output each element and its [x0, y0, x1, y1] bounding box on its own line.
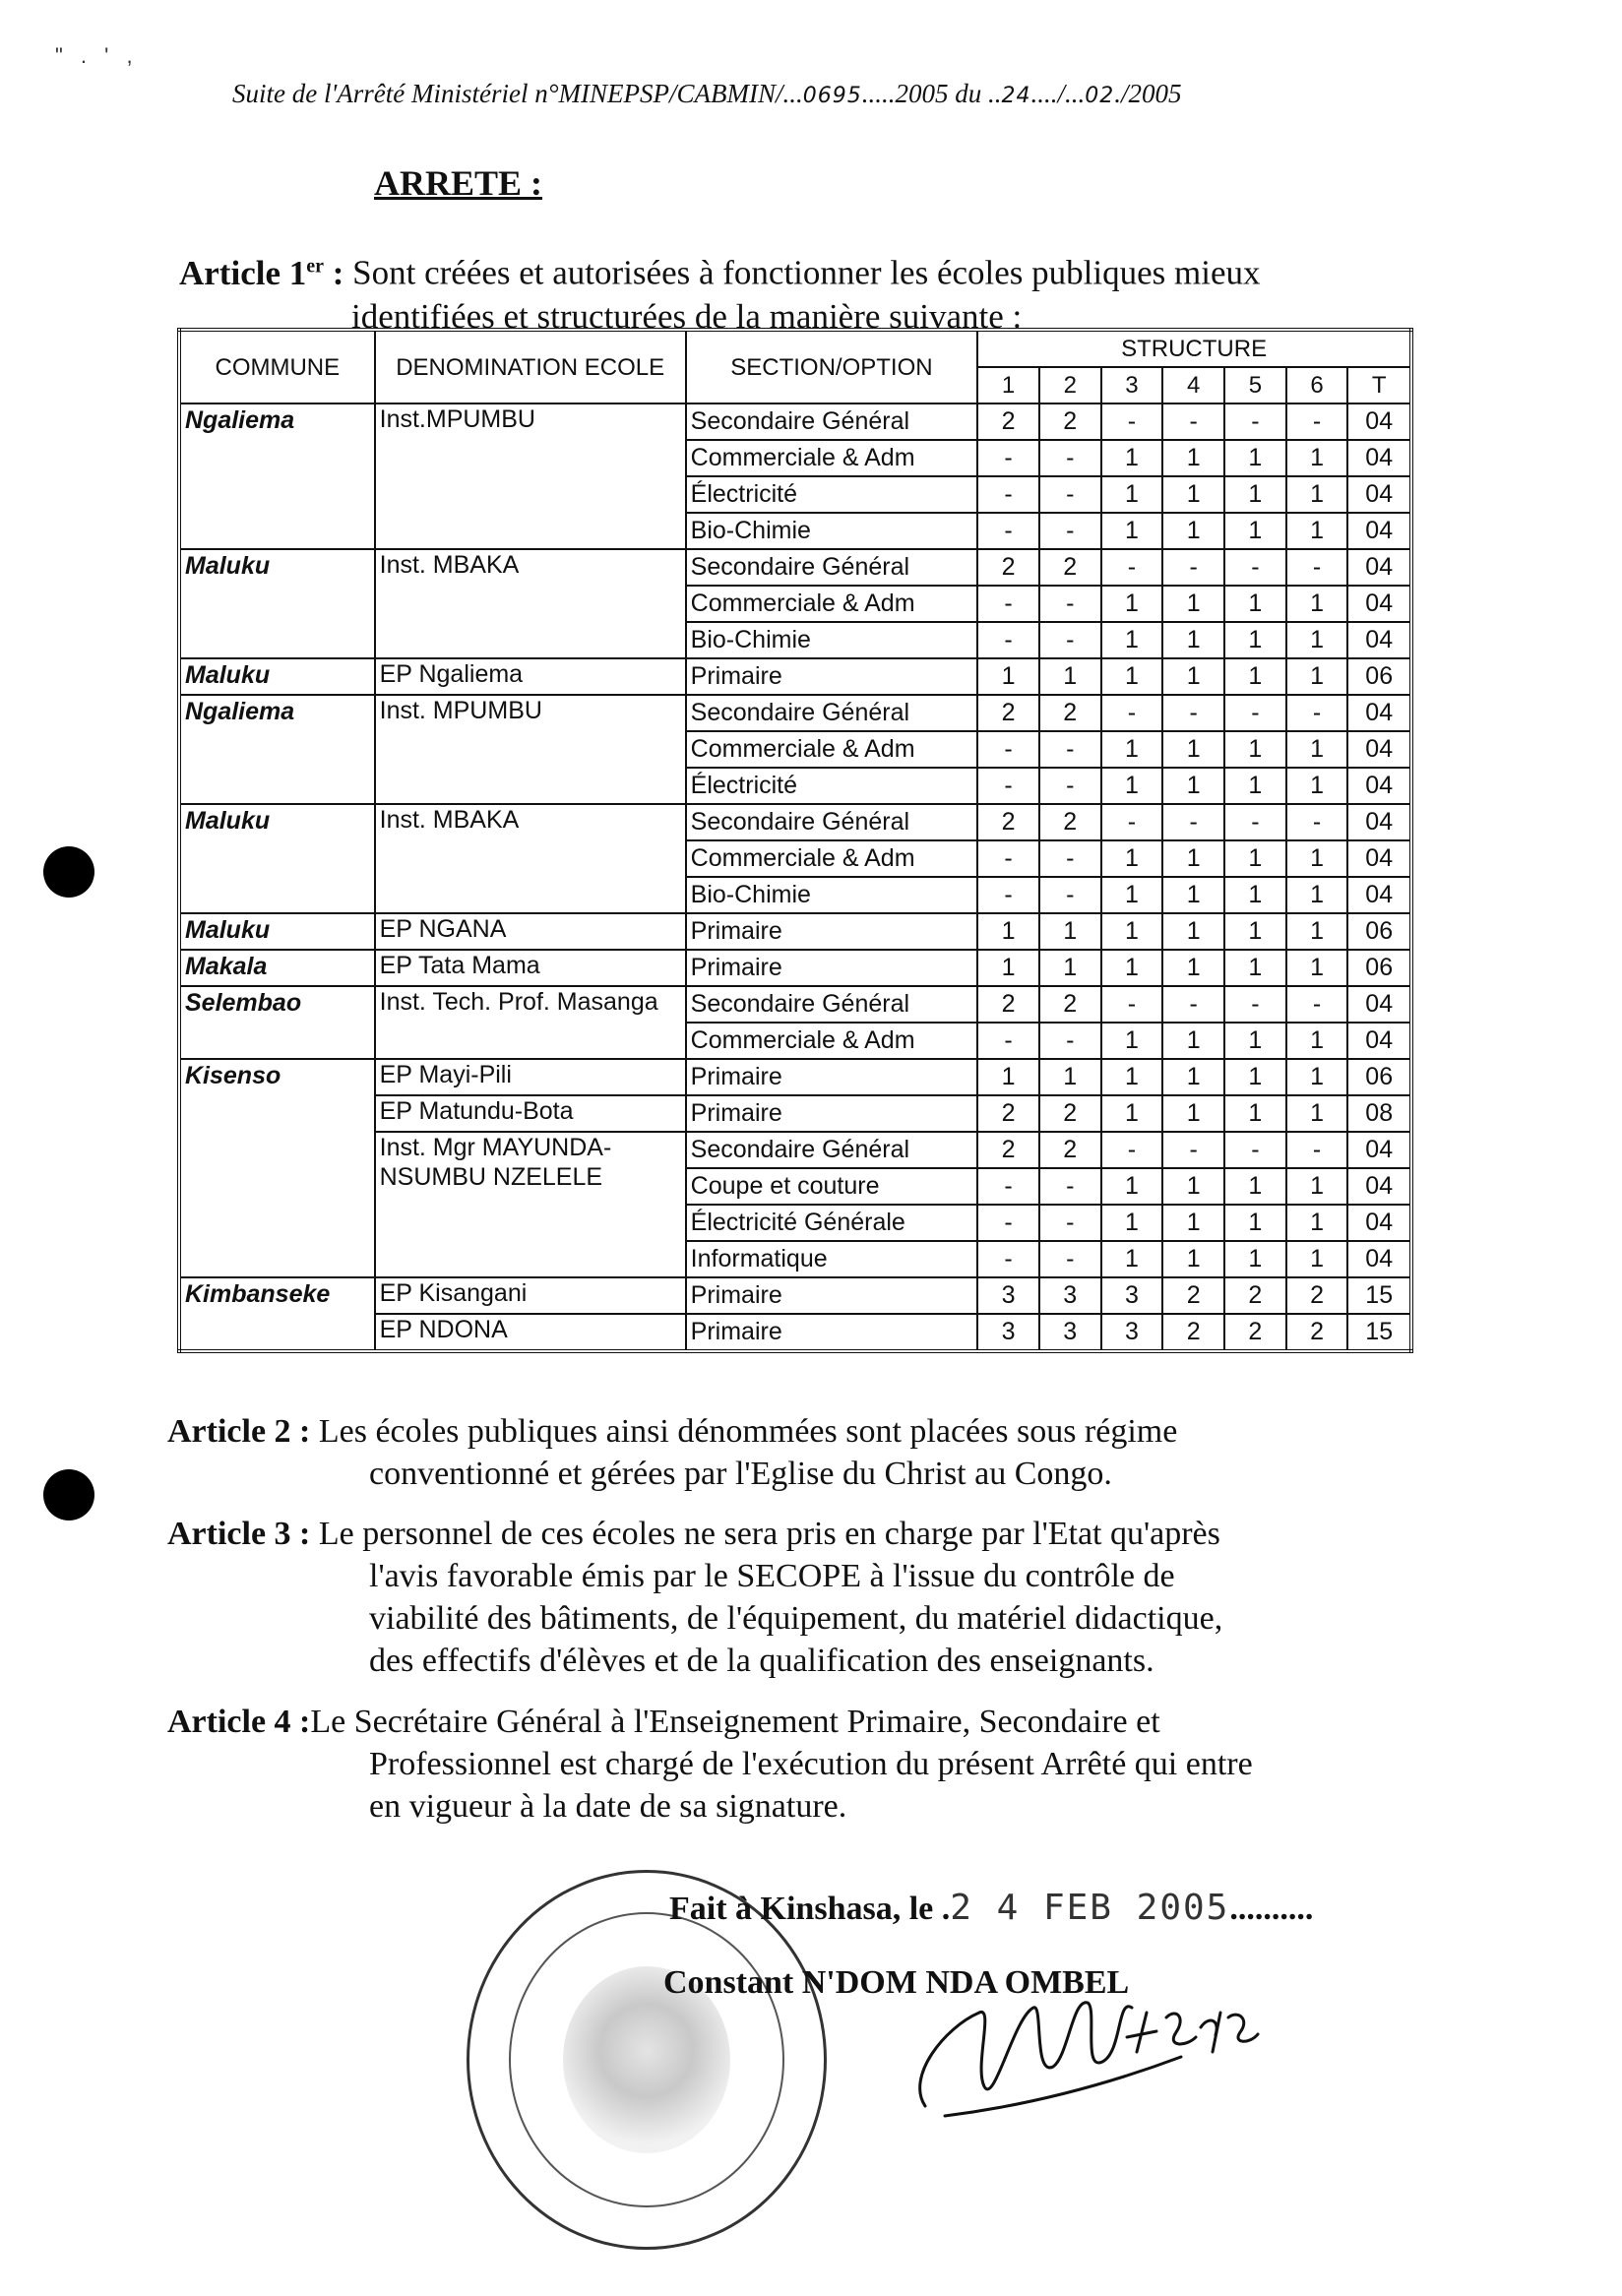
document-title: ARRETE : — [374, 163, 543, 203]
cell-structure: 1 — [1286, 1241, 1348, 1277]
header-col: 6 — [1286, 367, 1348, 403]
header-col: 4 — [1162, 367, 1224, 403]
header-commune: COMMUNE — [179, 330, 375, 403]
article-1 — [179, 244, 1459, 339]
cell-structure: - — [1224, 1132, 1286, 1168]
cell-structure: 2 — [1039, 695, 1101, 731]
cell-structure: 1 — [1162, 840, 1224, 877]
header-prefix: Suite de l'Arrêté Ministériel n°MINEPSP/CABMIN/... — [232, 79, 803, 108]
cell-structure: 1 — [1162, 913, 1224, 950]
cell-structure: 2 — [1039, 1095, 1101, 1132]
cell-structure: - — [1039, 1168, 1101, 1205]
decree-month: 02 — [1085, 84, 1115, 108]
table-row — [179, 1277, 1411, 1314]
cell-structure: 1 — [1286, 658, 1348, 695]
cell-structure: 1 — [1224, 440, 1286, 476]
article-3-label: Article 3 : — [167, 1516, 311, 1552]
cell-school: EP Kisangani — [375, 1277, 686, 1314]
cell-structure: - — [1286, 986, 1348, 1023]
cell-structure: - — [1286, 804, 1348, 840]
cell-structure: 1 — [977, 1059, 1039, 1095]
scan-marks: " . ' , — [55, 43, 139, 68]
cell-section: Primaire — [686, 658, 978, 695]
cell-structure: - — [1286, 695, 1348, 731]
handwritten-signature — [886, 1958, 1260, 2126]
cell-structure: 2 — [1286, 1314, 1348, 1351]
table-header-row — [179, 330, 1411, 367]
schools-table — [177, 328, 1413, 1353]
cell-total: 06 — [1347, 950, 1411, 986]
cell-structure: 2 — [1039, 549, 1101, 586]
cell-structure: 1 — [1224, 1205, 1286, 1241]
header-mid: .....2005 du .. — [861, 79, 1002, 108]
cell-structure: 2 — [977, 1095, 1039, 1132]
cell-commune: Maluku — [179, 658, 375, 695]
cell-structure: 1 — [1101, 1241, 1163, 1277]
cell-structure: 1 — [1162, 586, 1224, 622]
cell-commune: Ngaliema — [179, 403, 375, 549]
cell-structure: - — [1039, 586, 1101, 622]
cell-structure: - — [977, 840, 1039, 877]
cell-total: 15 — [1347, 1314, 1411, 1351]
cell-school: Inst.MPUMBU — [375, 403, 686, 549]
cell-structure: - — [1162, 804, 1224, 840]
cell-structure: - — [1039, 476, 1101, 513]
cell-structure: 3 — [1039, 1314, 1101, 1351]
cell-structure: 2 — [977, 695, 1039, 731]
table-body — [179, 403, 1411, 1351]
cell-structure: 1 — [1224, 1059, 1286, 1095]
cell-structure: 2 — [1162, 1314, 1224, 1351]
cell-structure: 1 — [1162, 1059, 1224, 1095]
cell-structure: - — [1039, 877, 1101, 913]
cell-structure: - — [1039, 1205, 1101, 1241]
cell-structure: - — [1039, 731, 1101, 768]
cell-section: Primaire — [686, 1059, 978, 1095]
cell-total: 04 — [1347, 840, 1411, 877]
cell-structure: 1 — [1286, 440, 1348, 476]
article-3-line2: l'avis favorable émis par le SECOPE à l'issue du contrôle de — [369, 1558, 1175, 1594]
header-suffix: ./2005 — [1114, 79, 1182, 108]
article-1-line2: identifiées et structurées de la manière suivante : — [351, 296, 1023, 336]
cell-total: 04 — [1347, 403, 1411, 440]
cell-structure: - — [1286, 549, 1348, 586]
cell-structure: - — [977, 513, 1039, 549]
header-ecole: DENOMINATION ECOLE — [375, 330, 686, 403]
cell-structure: - — [977, 877, 1039, 913]
cell-section: Commerciale & Adm — [686, 440, 978, 476]
cell-structure: 2 — [1224, 1277, 1286, 1314]
article-3-line4: des effectifs d'élèves et de la qualification des enseignants. — [369, 1643, 1154, 1679]
cell-school: EP Matundu-Bota — [375, 1095, 686, 1132]
cell-structure: - — [1224, 986, 1286, 1023]
cell-structure: 1 — [977, 658, 1039, 695]
cell-structure: 2 — [1286, 1277, 1348, 1314]
cell-structure: 1 — [1224, 1241, 1286, 1277]
cell-structure: 1 — [1101, 586, 1163, 622]
cell-structure: 3 — [1101, 1314, 1163, 1351]
cell-structure: - — [1039, 1023, 1101, 1059]
cell-structure: 1 — [1162, 877, 1224, 913]
header-col: 1 — [977, 367, 1039, 403]
decree-number: 0695 — [802, 84, 862, 108]
cell-structure: 1 — [1286, 476, 1348, 513]
cell-structure: - — [1286, 403, 1348, 440]
cell-section: Secondaire Général — [686, 986, 978, 1023]
cell-section: Bio-Chimie — [686, 513, 978, 549]
cell-total: 04 — [1347, 731, 1411, 768]
cell-section: Électricité Générale — [686, 1205, 978, 1241]
cell-commune: Ngaliema — [179, 695, 375, 804]
place-dots: .......... — [1229, 1891, 1314, 1927]
cell-structure: - — [977, 476, 1039, 513]
cell-school: Inst. MBAKA — [375, 804, 686, 913]
cell-section: Bio-Chimie — [686, 877, 978, 913]
cell-section: Commerciale & Adm — [686, 731, 978, 768]
cell-commune: Kisenso — [179, 1059, 375, 1277]
cell-structure: 1 — [1162, 476, 1224, 513]
cell-structure: 1 — [1162, 622, 1224, 658]
cell-structure: - — [1162, 986, 1224, 1023]
cell-structure: - — [977, 1023, 1039, 1059]
cell-structure: - — [1101, 804, 1163, 840]
cell-school: EP Mayi-Pili — [375, 1059, 686, 1095]
article-4 — [167, 1701, 1466, 1828]
cell-structure: 2 — [977, 986, 1039, 1023]
cell-structure: 2 — [1039, 1132, 1101, 1168]
cell-structure: 1 — [1224, 950, 1286, 986]
cell-section: Secondaire Général — [686, 804, 978, 840]
cell-section: Primaire — [686, 950, 978, 986]
cell-structure: 1 — [1162, 1168, 1224, 1205]
cell-structure: - — [977, 1241, 1039, 1277]
cell-structure: 1 — [1224, 622, 1286, 658]
punch-hole — [43, 1469, 94, 1520]
cell-structure: 1 — [1101, 1095, 1163, 1132]
cell-structure: - — [977, 731, 1039, 768]
cell-structure: - — [977, 586, 1039, 622]
article-4-line1: Le Secrétaire Général à l'Enseignement Primaire, Secondaire et — [310, 1704, 1160, 1740]
cell-structure: 1 — [1162, 513, 1224, 549]
cell-structure: 1 — [1101, 658, 1163, 695]
article-4-line2: Professionnel est chargé de l'exécution du présent Arrêté qui entre — [369, 1746, 1253, 1782]
cell-school: EP NDONA — [375, 1314, 686, 1351]
cell-total: 04 — [1347, 768, 1411, 804]
cell-structure: 1 — [1101, 513, 1163, 549]
punch-hole — [43, 846, 94, 898]
cell-structure: 1 — [1286, 950, 1348, 986]
cell-structure: 1 — [1162, 1095, 1224, 1132]
cell-structure: 2 — [977, 403, 1039, 440]
cell-structure: - — [1101, 1132, 1163, 1168]
cell-structure: 1 — [1286, 513, 1348, 549]
cell-structure: 1 — [1224, 1023, 1286, 1059]
cell-section: Commerciale & Adm — [686, 1023, 978, 1059]
article-1-line1: Sont créées et autorisées à fonctionner les écoles publiques mieux — [343, 253, 1261, 292]
cell-structure: 1 — [1039, 950, 1101, 986]
cell-commune: Maluku — [179, 549, 375, 658]
cell-structure: 1 — [1286, 840, 1348, 877]
cell-total: 06 — [1347, 913, 1411, 950]
cell-total: 04 — [1347, 986, 1411, 1023]
header-col-total: T — [1347, 367, 1411, 403]
cell-structure: 1 — [1162, 950, 1224, 986]
cell-total: 08 — [1347, 1095, 1411, 1132]
cell-section: Commerciale & Adm — [686, 840, 978, 877]
cell-school: Inst. MBAKA — [375, 549, 686, 658]
cell-structure: 1 — [977, 913, 1039, 950]
cell-section: Primaire — [686, 1314, 978, 1351]
cell-structure: 2 — [977, 1132, 1039, 1168]
cell-structure: 1 — [1101, 622, 1163, 658]
cell-section: Bio-Chimie — [686, 622, 978, 658]
cell-structure: 1 — [1162, 1241, 1224, 1277]
cell-commune: Maluku — [179, 913, 375, 950]
article-4-label: Article 4 : — [167, 1704, 311, 1740]
cell-structure: 1 — [1039, 913, 1101, 950]
place-date-line — [669, 1888, 1313, 1928]
cell-structure: - — [1224, 695, 1286, 731]
table-row — [179, 986, 1411, 1023]
cell-school: EP Tata Mama — [375, 950, 686, 986]
cell-commune: Maluku — [179, 804, 375, 913]
cell-structure: 1 — [1039, 658, 1101, 695]
cell-structure: 1 — [1162, 768, 1224, 804]
cell-structure: 2 — [1039, 804, 1101, 840]
header-section: SECTION/OPTION — [686, 330, 978, 403]
cell-structure: 1 — [1101, 877, 1163, 913]
cell-structure: 1 — [1286, 586, 1348, 622]
cell-structure: 3 — [977, 1314, 1039, 1351]
table-row — [179, 695, 1411, 731]
article-1-label: Article 1er : — [179, 253, 344, 292]
article-3-line3: viabilité des bâtiments, de l'équipement, du matériel didactique, — [369, 1600, 1223, 1637]
cell-total: 04 — [1347, 440, 1411, 476]
cell-section: Informatique — [686, 1241, 978, 1277]
cell-structure: 1 — [1162, 658, 1224, 695]
cell-structure: 1 — [1286, 1023, 1348, 1059]
date-stamp: 2 4 FEB 2005 — [950, 1888, 1230, 1928]
cell-structure: 3 — [1039, 1277, 1101, 1314]
cell-structure: 1 — [1101, 1205, 1163, 1241]
header-col: 3 — [1101, 367, 1163, 403]
cell-structure: 1 — [1101, 1168, 1163, 1205]
cell-structure: - — [1039, 1241, 1101, 1277]
cell-structure: 1 — [1101, 950, 1163, 986]
cell-total: 04 — [1347, 549, 1411, 586]
cell-structure: - — [1039, 440, 1101, 476]
cell-structure: 1 — [1224, 513, 1286, 549]
table-row — [179, 804, 1411, 840]
cell-structure: - — [1101, 695, 1163, 731]
cell-school: Inst. MPUMBU — [375, 695, 686, 804]
article-2-line1: Les écoles publiques ainsi dénommées sont placées sous régime — [310, 1413, 1178, 1450]
cell-total: 04 — [1347, 1132, 1411, 1168]
cell-section: Primaire — [686, 1095, 978, 1132]
cell-structure: 2 — [977, 804, 1039, 840]
cell-structure: 1 — [1162, 440, 1224, 476]
cell-section: Secondaire Général — [686, 1132, 978, 1168]
cell-section: Électricité — [686, 476, 978, 513]
cell-structure: 1 — [1224, 658, 1286, 695]
cell-structure: 1 — [1224, 1168, 1286, 1205]
cell-structure: - — [1162, 695, 1224, 731]
cell-structure: 1 — [1224, 476, 1286, 513]
cell-school: EP Ngaliema — [375, 658, 686, 695]
article-2 — [167, 1410, 1466, 1495]
cell-structure: 1 — [1224, 768, 1286, 804]
cell-structure: 2 — [1039, 986, 1101, 1023]
cell-structure: 2 — [977, 549, 1039, 586]
cell-structure: 1 — [1101, 840, 1163, 877]
header-col: 2 — [1039, 367, 1101, 403]
cell-section: Électricité — [686, 768, 978, 804]
place-label: Fait à Kinshasa, le . — [669, 1891, 951, 1927]
table-row — [179, 403, 1411, 440]
cell-total: 04 — [1347, 877, 1411, 913]
header-sep: ..../... — [1030, 79, 1086, 108]
cell-structure: - — [977, 1205, 1039, 1241]
cell-structure: 1 — [977, 950, 1039, 986]
cell-commune: Selembao — [179, 986, 375, 1059]
cell-section: Commerciale & Adm — [686, 586, 978, 622]
cell-structure: 1 — [1286, 768, 1348, 804]
cell-total: 04 — [1347, 1168, 1411, 1205]
cell-structure: - — [1101, 403, 1163, 440]
table-row — [179, 658, 1411, 695]
cell-structure: 2 — [1224, 1314, 1286, 1351]
cell-total: 04 — [1347, 1241, 1411, 1277]
cell-structure: 1 — [1286, 622, 1348, 658]
cell-structure: - — [977, 440, 1039, 476]
cell-structure: 1 — [1039, 1059, 1101, 1095]
cell-structure: 1 — [1101, 913, 1163, 950]
cell-structure: 1 — [1101, 731, 1163, 768]
cell-structure: - — [1039, 513, 1101, 549]
cell-structure: 1 — [1162, 731, 1224, 768]
cell-structure: - — [1039, 840, 1101, 877]
cell-structure: 1 — [1286, 913, 1348, 950]
cell-structure: - — [1162, 549, 1224, 586]
cell-structure: - — [1101, 986, 1163, 1023]
header-reference — [232, 79, 1182, 109]
cell-structure: 1 — [1162, 1023, 1224, 1059]
cell-school: Inst. Tech. Prof. Masanga — [375, 986, 686, 1059]
cell-section: Primaire — [686, 913, 978, 950]
table-row — [179, 950, 1411, 986]
cell-commune: Kimbanseke — [179, 1277, 375, 1351]
cell-structure: 2 — [1162, 1277, 1224, 1314]
table-row — [179, 913, 1411, 950]
cell-total: 06 — [1347, 658, 1411, 695]
article-2-line2: conventionné et gérées par l'Eglise du Christ au Congo. — [369, 1456, 1112, 1492]
cell-school: Inst. Mgr MAYUNDA-NSUMBU NZELELE — [375, 1132, 686, 1277]
cell-structure: - — [1162, 1132, 1224, 1168]
cell-structure: - — [1286, 1132, 1348, 1168]
cell-structure: 3 — [977, 1277, 1039, 1314]
cell-total: 06 — [1347, 1059, 1411, 1095]
decree-day: 24 — [1001, 84, 1031, 108]
signer-name: Constant N'DOM NDA OMBEL — [663, 1964, 1130, 2001]
cell-structure: 1 — [1224, 840, 1286, 877]
cell-section: Secondaire Général — [686, 549, 978, 586]
cell-structure: - — [977, 622, 1039, 658]
cell-section: Secondaire Général — [686, 403, 978, 440]
cell-total: 04 — [1347, 513, 1411, 549]
cell-structure: 1 — [1224, 586, 1286, 622]
cell-structure: 1 — [1286, 1205, 1348, 1241]
cell-school: EP NGANA — [375, 913, 686, 950]
table-row — [179, 1059, 1411, 1095]
cell-structure: 1 — [1224, 731, 1286, 768]
cell-total: 04 — [1347, 622, 1411, 658]
cell-structure: 1 — [1286, 1168, 1348, 1205]
article-2-label: Article 2 : — [167, 1413, 311, 1450]
cell-structure: 1 — [1101, 768, 1163, 804]
cell-structure: - — [1162, 403, 1224, 440]
cell-structure: 1 — [1286, 1095, 1348, 1132]
cell-structure: - — [1101, 549, 1163, 586]
cell-structure: 1 — [1224, 877, 1286, 913]
cell-structure: - — [1224, 549, 1286, 586]
cell-structure: - — [1039, 768, 1101, 804]
article-3-line1: Le personnel de ces écoles ne sera pris en charge par l'Etat qu'après — [310, 1516, 1220, 1552]
header-structure: STRUCTURE — [977, 330, 1411, 367]
cell-structure: 1 — [1224, 913, 1286, 950]
cell-section: Secondaire Général — [686, 695, 978, 731]
cell-structure: - — [977, 768, 1039, 804]
cell-structure: 1 — [1286, 877, 1348, 913]
cell-section: Coupe et couture — [686, 1168, 978, 1205]
cell-structure: - — [1039, 622, 1101, 658]
cell-structure: 1 — [1162, 1205, 1224, 1241]
cell-structure: 1 — [1101, 1023, 1163, 1059]
cell-structure: - — [1224, 403, 1286, 440]
cell-structure: 3 — [1101, 1277, 1163, 1314]
cell-total: 04 — [1347, 476, 1411, 513]
cell-total: 04 — [1347, 1205, 1411, 1241]
cell-total: 15 — [1347, 1277, 1411, 1314]
header-col: 5 — [1224, 367, 1286, 403]
cell-structure: 1 — [1101, 440, 1163, 476]
cell-total: 04 — [1347, 804, 1411, 840]
cell-commune: Makala — [179, 950, 375, 986]
article-3 — [167, 1513, 1466, 1682]
cell-structure: 2 — [1039, 403, 1101, 440]
cell-structure: 1 — [1224, 1095, 1286, 1132]
cell-structure: 1 — [1286, 731, 1348, 768]
cell-structure: 1 — [1101, 1059, 1163, 1095]
cell-structure: 1 — [1286, 1059, 1348, 1095]
cell-total: 04 — [1347, 1023, 1411, 1059]
cell-total: 04 — [1347, 586, 1411, 622]
cell-structure: - — [1224, 804, 1286, 840]
cell-structure: 1 — [1101, 476, 1163, 513]
cell-structure: - — [977, 1168, 1039, 1205]
cell-total: 04 — [1347, 695, 1411, 731]
table-row — [179, 549, 1411, 586]
cell-section: Primaire — [686, 1277, 978, 1314]
article-4-line3: en vigueur à la date de sa signature. — [369, 1788, 847, 1825]
